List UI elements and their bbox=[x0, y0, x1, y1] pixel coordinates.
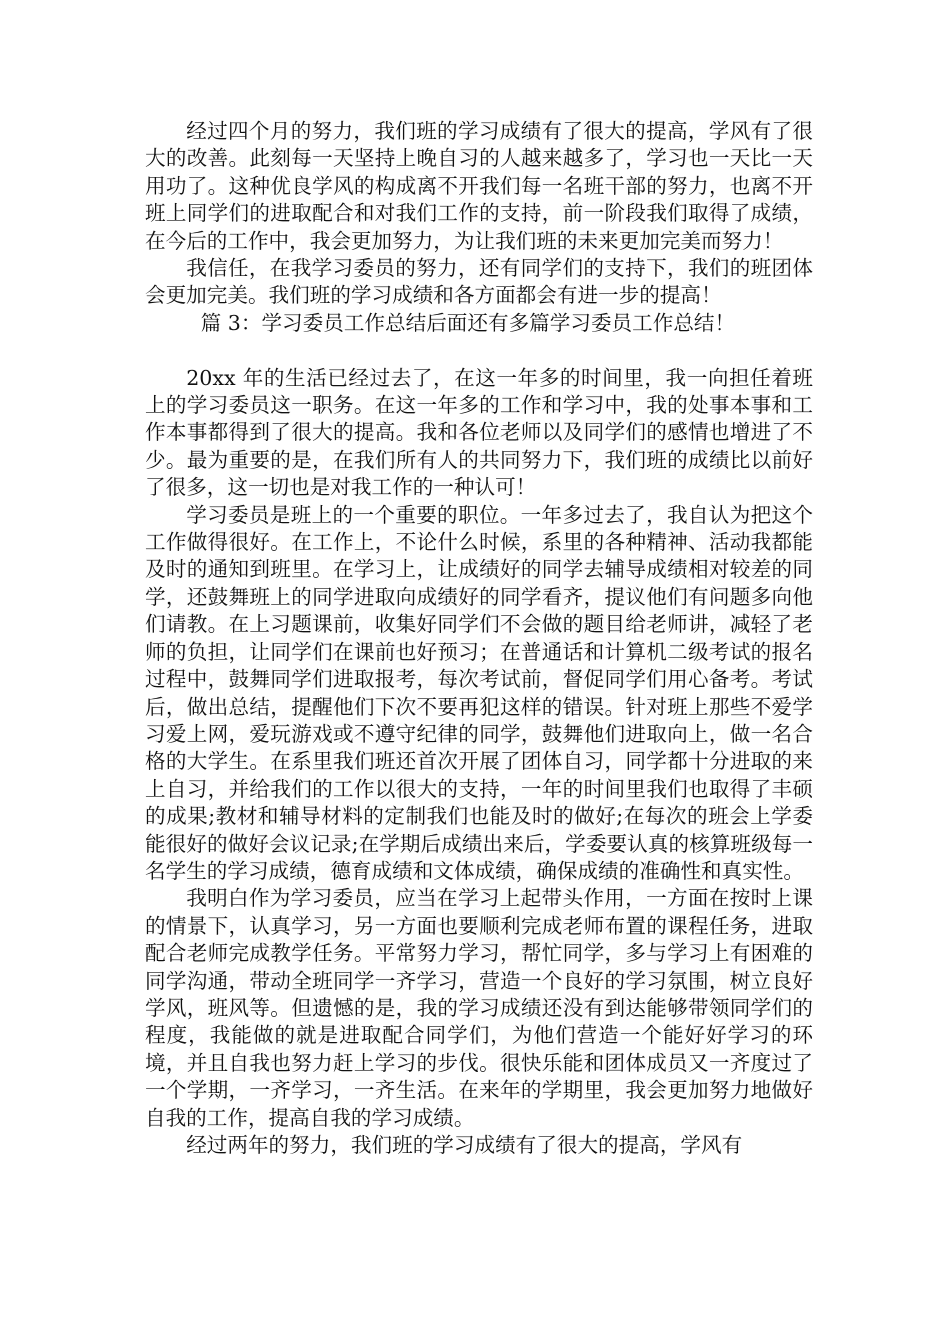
paragraph-belief: 我信任，在我学习委员的努力，还有同学们的支持下，我们的班团体会更加完美。我们班的学习成绩和各方面都会有进一步的提高！ bbox=[145, 256, 813, 308]
paragraph-role-duties: 学习委员是班上的一个重要的职位。一年多过去了，我自认为把这个工作做得很好。在工作上，不论什么时候，系里的各种精神、活动我都能及时的通知到班里。在学习上，让成绩好的同学去辅导成绩相对较差的同学，还鼓舞班上的同学进取向成绩好的同学看齐，提议他们有问题多向他们请教。在上习题课前，收集好同学们不会做的题目给老师讲，减轻了老师的负担，让同学们在课前也好预习；在普通话和计算机二级考试的报名过程中，鼓舞同学们进取报考，每次考试前，督促同学们用心备考。考试后，做出总结，提醒他们下次不要再犯这样的错误。针对班上那些不爱学习爱上网，爱玩游戏或不遵守纪律的同学，鼓舞他们进取向上，做一名合格的大学生。在系里我们班还首次开展了团体自习，同学都十分进取的来上自习，并给我们的工作以很大的支持，一年的时间里我们也取得了丰硕的成果;教材和辅导材料的定制我们也能及时的做好;在每次的班会上学委能很好的做好会议记录;在学期后成绩出来后，学委要认真的核算班级每一名学生的学习成绩，德育成绩和文体成绩，确保成绩的准确性和真实性。 bbox=[145, 502, 813, 883]
paragraph-progress-summary: 经过四个月的努力，我们班的学习成绩有了很大的提高，学风有了很大的改善。此刻每一天坚持上晚自习的人越来越多了，学习也一天比一天用功了。这种优良学风的构成离不开我们每一名班干部的努力，也离不开班上同学们的进取配合和对我们工作的支持，前一阶段我们取得了成绩，在今后的工作中，我会更加努力，为让我们班的未来更加完美而努力！ bbox=[145, 119, 813, 253]
paragraph-two-years: 经过两年的努力，我们班的学习成绩有了很大的提高，学风有 bbox=[186, 1133, 743, 1158]
paragraph-year-review: 20xx 年的生活已经过去了，在这一年多的时间里，我一向担任着班上的学习委员这一职务。在这一年多的工作和学习中，我的处事本事和工作本事都得到了很大的提高。我和各位老师以及同学们的感情也增进了不少。最为重要的是，在我们所有人的共同努力下，我们班的成绩比以前好了很多，这一切也是对我工作的一种认可！ bbox=[145, 365, 813, 500]
section-heading: 篇 3：学习委员工作总结后面还有多篇学习委员工作总结！ bbox=[200, 310, 736, 335]
document-body bbox=[145, 118, 813, 1159]
paragraph-self-reflection: 我明白作为学习委员，应当在学习上起带头作用，一方面在按时上课的情景下，认真学习，另一方面也要顺利完成老师布置的课程任务，进取配合老师完成教学任务。平常努力学习，帮忙同学，多与学习上有困难的同学沟通，带动全班同学一齐学习，营造一个良好的学习氛围，树立良好学风，班风等。但遗憾的是，我的学习成绩还没有到达能够带领同学们的程度，我能做的就是进取配合同学们，为他们营造一个能好好学习的环境，并且自我也努力赶上学习的步伐。很快乐能和团体成员又一齐度过了一个学期，一齐学习，一齐生活。在来年的学期里，我会更加努力地做好自我的工作，提高自我的学习成绩。 bbox=[145, 886, 813, 1130]
